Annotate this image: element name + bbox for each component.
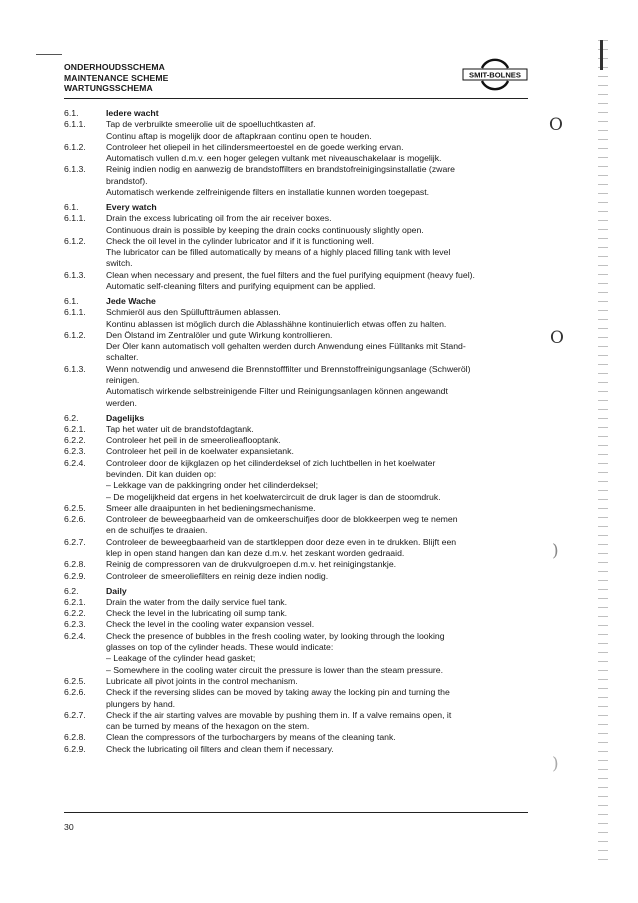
section-row bbox=[64, 236, 534, 247]
item-text: Schmieröl aus den Spülluftträumen ablassen. bbox=[106, 307, 281, 318]
item-text: Drain the excess lubricating oil from the air receiver boxes. bbox=[106, 213, 332, 224]
section-row bbox=[64, 424, 534, 435]
page-number: 30 bbox=[64, 822, 74, 832]
item-number: 6.2.2. bbox=[64, 435, 86, 446]
section-row bbox=[64, 537, 534, 548]
item-text: Check the lubricating oil filters and clean them if necessary. bbox=[106, 743, 334, 754]
item-text: Lubricate all pivot joints in the control mechanism. bbox=[106, 675, 298, 686]
item-number: 6.2.3. bbox=[64, 446, 86, 457]
header-title-en: MAINTENANCE SCHEME bbox=[64, 72, 169, 83]
item-text: Controleer het peil in de koelwater expansietank. bbox=[106, 446, 294, 457]
item-number: 6.2.9. bbox=[64, 570, 86, 581]
section-row bbox=[64, 469, 534, 480]
heading-text: Dagelijks bbox=[106, 412, 145, 423]
item-text: Clean when necessary and present, the fuel filters and the fuel purifying equipment (heavy fuel). bbox=[106, 269, 475, 280]
item-number: 6.2.6. bbox=[64, 514, 86, 525]
item-text: The lubricator can be filled automatically by means of a highly placed filling tank with level bbox=[106, 247, 451, 258]
item-number: 6.1.1. bbox=[64, 213, 86, 224]
item-text: Continuous drain is possible by keeping the drain cocks continuously slightly open. bbox=[106, 224, 424, 235]
item-text: Tap het water uit de brandstofdagtank. bbox=[106, 423, 254, 434]
item-text: schalter. bbox=[106, 352, 139, 363]
section-row bbox=[64, 721, 534, 732]
section-row bbox=[64, 258, 534, 269]
item-text: Drain the water from the daily service fuel tank. bbox=[106, 596, 288, 607]
section-row bbox=[64, 341, 534, 352]
item-text: glasses on top of the cylinder heads. These would indicate: bbox=[106, 642, 334, 653]
section-row bbox=[64, 744, 534, 755]
item-text: Controleer het peil in de smeerolieaflooptank. bbox=[106, 435, 281, 446]
item-number: 6.2.4. bbox=[64, 630, 86, 641]
item-text: Controleer door de kijkglazen op het cilinderdeksel of zich luchtbellen in het koelwater bbox=[106, 457, 436, 468]
section-row bbox=[64, 187, 534, 198]
item-text: werden. bbox=[106, 397, 137, 408]
heading-text: Daily bbox=[106, 585, 127, 596]
item-text: Automatisch wirkende selbstreinigende Filter und Reinigungsanlagen können angewandt bbox=[106, 386, 448, 397]
section-block bbox=[64, 202, 534, 292]
item-text: Wenn notwendig und anwesend die Brennstofffilter und Brennstoffreinigungsanlage (Schweröl) bbox=[106, 363, 471, 374]
footer-rule bbox=[64, 812, 528, 813]
header-title-de: WARTUNGSSCHEMA bbox=[64, 83, 153, 94]
item-text: – Lekkage van de pakkingring onder het cilinderdeksel; bbox=[106, 480, 319, 491]
item-text: Controleer het oliepeil in het cilindersmeertoestel en de goede werking ervan. bbox=[106, 141, 404, 152]
item-text: Automatisch werkende zelfreinigende filters en installatie kunnen worden toegepast. bbox=[106, 187, 430, 198]
section-row bbox=[64, 142, 534, 153]
section-row bbox=[64, 375, 534, 386]
item-text: – Leakage of the cylinder head gasket; bbox=[106, 653, 256, 664]
item-text: Controleer de beweegbaarheid van de omkeerschuifjes door de blokkeerpen weg te nemen bbox=[106, 514, 458, 525]
item-text: Check the level in the lubricating oil sump tank. bbox=[106, 608, 288, 619]
section-row bbox=[64, 687, 534, 698]
item-text: Automatic self-cleaning filters and purifying equipment can be applied. bbox=[106, 281, 376, 292]
section-row bbox=[64, 319, 534, 330]
header-titles bbox=[64, 62, 168, 94]
punch-hole-icon: ) bbox=[552, 541, 559, 561]
item-number: 6.2.8. bbox=[64, 732, 86, 743]
section-block bbox=[64, 413, 534, 582]
item-text: Check if the air starting valves are movable by pushing them in. If a valve remains open, it bbox=[106, 709, 452, 720]
item-text: Continu aftap is mogelijk door de aftapkraan continu open te houden. bbox=[106, 130, 372, 141]
item-number: 6.1.1. bbox=[64, 307, 86, 318]
item-number: 6.2.1. bbox=[64, 423, 86, 434]
section-row bbox=[64, 153, 534, 164]
item-text: Check if the reversing slides can be moved by taking away the locking pin and turning the bbox=[106, 687, 450, 698]
item-text: en de schuifjes te draaien. bbox=[106, 525, 208, 536]
item-text: Automatisch vullen d.m.v. een hoger gelegen vultank met niveauschakelaar is mogelijk. bbox=[106, 153, 442, 164]
section-row bbox=[64, 281, 534, 292]
item-number: 6.1. bbox=[64, 108, 79, 118]
item-number: 6.1.1. bbox=[64, 119, 86, 130]
item-number: 6.1. bbox=[64, 201, 79, 212]
section-row bbox=[64, 458, 534, 469]
item-text: Smeer alle draaipunten in het bedieningsmechanisme. bbox=[106, 502, 316, 513]
logo-text: SMIT-BOLNES bbox=[469, 70, 521, 80]
item-number: 6.2.1. bbox=[64, 596, 86, 607]
top-rule bbox=[36, 54, 62, 55]
section-row bbox=[64, 548, 534, 559]
item-number: 6.2.5. bbox=[64, 502, 86, 513]
section-row bbox=[64, 225, 534, 236]
item-text: switch. bbox=[106, 258, 133, 269]
section-row bbox=[64, 386, 534, 397]
section-row bbox=[64, 571, 534, 582]
item-text: Clean the compressors of the turbochargers by means of the cleaning tank. bbox=[106, 732, 396, 743]
scan-edge-bar bbox=[600, 40, 603, 70]
item-number: 6.2. bbox=[64, 585, 79, 596]
item-number: 6.2.8. bbox=[64, 559, 86, 570]
content-area bbox=[64, 108, 534, 759]
scan-edge-marks bbox=[598, 40, 608, 860]
section-block bbox=[64, 296, 534, 409]
section-row bbox=[64, 710, 534, 721]
section-row bbox=[64, 653, 534, 664]
section-row bbox=[64, 642, 534, 653]
section-row bbox=[64, 247, 534, 258]
section-block bbox=[64, 108, 534, 198]
section-heading bbox=[64, 202, 534, 213]
item-number: 6.2.6. bbox=[64, 687, 86, 698]
section-row bbox=[64, 270, 534, 281]
section-row bbox=[64, 364, 534, 375]
item-number: 6.1.3. bbox=[64, 269, 86, 280]
section-row bbox=[64, 446, 534, 457]
section-row bbox=[64, 619, 534, 630]
section-row bbox=[64, 119, 534, 130]
section-row bbox=[64, 732, 534, 743]
section-row bbox=[64, 699, 534, 710]
item-text: plungers by hand. bbox=[106, 698, 176, 709]
section-row bbox=[64, 131, 534, 142]
section-row bbox=[64, 398, 534, 409]
section-row bbox=[64, 176, 534, 187]
item-number: 6.1.3. bbox=[64, 164, 86, 175]
item-text: Controleer de smeeroliefilters en reinig deze indien nodig. bbox=[106, 570, 329, 581]
section-row bbox=[64, 352, 534, 363]
item-number: 6.2.4. bbox=[64, 457, 86, 468]
item-text: can be turned by means of the hexagon on the stem. bbox=[106, 721, 310, 732]
item-number: 6.2.3. bbox=[64, 619, 86, 630]
punch-hole-icon: O bbox=[550, 328, 564, 348]
item-number: 6.1.2. bbox=[64, 141, 86, 152]
section-row bbox=[64, 665, 534, 676]
item-text: Den Ölstand im Zentralöler und gute Wirkung kontrollieren. bbox=[106, 329, 333, 340]
section-row bbox=[64, 164, 534, 175]
item-number: 6.2.7. bbox=[64, 536, 86, 547]
item-number: 6.2. bbox=[64, 412, 79, 423]
item-text: Check the oil level in the cylinder lubricator and if it is functioning well. bbox=[106, 235, 374, 246]
heading-text: Jede Wache bbox=[106, 295, 156, 306]
section-heading bbox=[64, 586, 534, 597]
item-text: brandstof). bbox=[106, 175, 148, 186]
heading-text: Every watch bbox=[106, 201, 157, 212]
section-row bbox=[64, 503, 534, 514]
smit-bolnes-logo bbox=[462, 52, 528, 98]
section-row bbox=[64, 492, 534, 503]
section-heading bbox=[64, 296, 534, 307]
section-row bbox=[64, 330, 534, 341]
item-text: Controleer de beweegbaarheid van de startkleppen door deze even in te drukken. Blijft een bbox=[106, 536, 457, 547]
section-row bbox=[64, 213, 534, 224]
section-row bbox=[64, 676, 534, 687]
item-text: reinigen. bbox=[106, 375, 140, 386]
header-title-nl: ONDERHOUDSSCHEMA bbox=[64, 62, 165, 72]
item-text: bevinden. Dit kan duiden op: bbox=[106, 468, 217, 479]
section-row bbox=[64, 631, 534, 642]
item-number: 6.2.5. bbox=[64, 675, 86, 686]
item-number: 6.2.9. bbox=[64, 743, 86, 754]
section-row bbox=[64, 559, 534, 570]
item-number: 6.1.3. bbox=[64, 363, 86, 374]
item-text: Tap de verbruikte smeerolie uit de spoelluchtkasten af. bbox=[106, 119, 316, 130]
heading-text: Iedere wacht bbox=[106, 108, 159, 118]
item-number: 6.1.2. bbox=[64, 329, 86, 340]
item-text: Kontinu ablassen ist möglich durch die Ablasshähne kontinuierlich etwas offen zu halten. bbox=[106, 318, 447, 329]
punch-hole-icon: O bbox=[549, 115, 563, 135]
section-row bbox=[64, 608, 534, 619]
item-text: klep in open stand hangen dan kan deze d.m.v. het zeskant worden gedraaid. bbox=[106, 548, 405, 559]
section-heading bbox=[64, 108, 534, 119]
header-rule bbox=[64, 98, 528, 99]
item-number: 6.1. bbox=[64, 295, 79, 306]
section-row bbox=[64, 480, 534, 491]
item-text: Der Öler kann automatisch voll gehalten werden durch Anwendung eines Fülltanks mit Stand- bbox=[106, 341, 466, 352]
item-text: – De mogelijkheid dat ergens in het koelwatercircuit de druk lager is dan de stoomdruk. bbox=[106, 491, 441, 502]
section-row bbox=[64, 514, 534, 525]
section-row bbox=[64, 597, 534, 608]
item-text: Reinig de compressoren van de drukvulgroepen d.m.v. het reinigingstankje. bbox=[106, 559, 397, 570]
item-number: 6.2.7. bbox=[64, 709, 86, 720]
section-heading bbox=[64, 413, 534, 424]
section-row bbox=[64, 525, 534, 536]
item-number: 6.1.2. bbox=[64, 235, 86, 246]
section-row bbox=[64, 435, 534, 446]
punch-hole-icon: ) bbox=[552, 754, 559, 774]
section-row bbox=[64, 307, 534, 318]
section-block bbox=[64, 586, 534, 755]
item-text: Check the level in the cooling water expansion vessel. bbox=[106, 619, 315, 630]
item-text: – Somewhere in the cooling water circuit the pressure is lower than the steam pressure. bbox=[106, 664, 444, 675]
item-number: 6.2.2. bbox=[64, 608, 86, 619]
item-text: Reinig indien nodig en aanwezig de brandstoffilters en brandstofreinigingsinstallatie (zware bbox=[106, 164, 456, 175]
item-text: Check the presence of bubbles in the fresh cooling water, by looking through the looking bbox=[106, 630, 445, 641]
